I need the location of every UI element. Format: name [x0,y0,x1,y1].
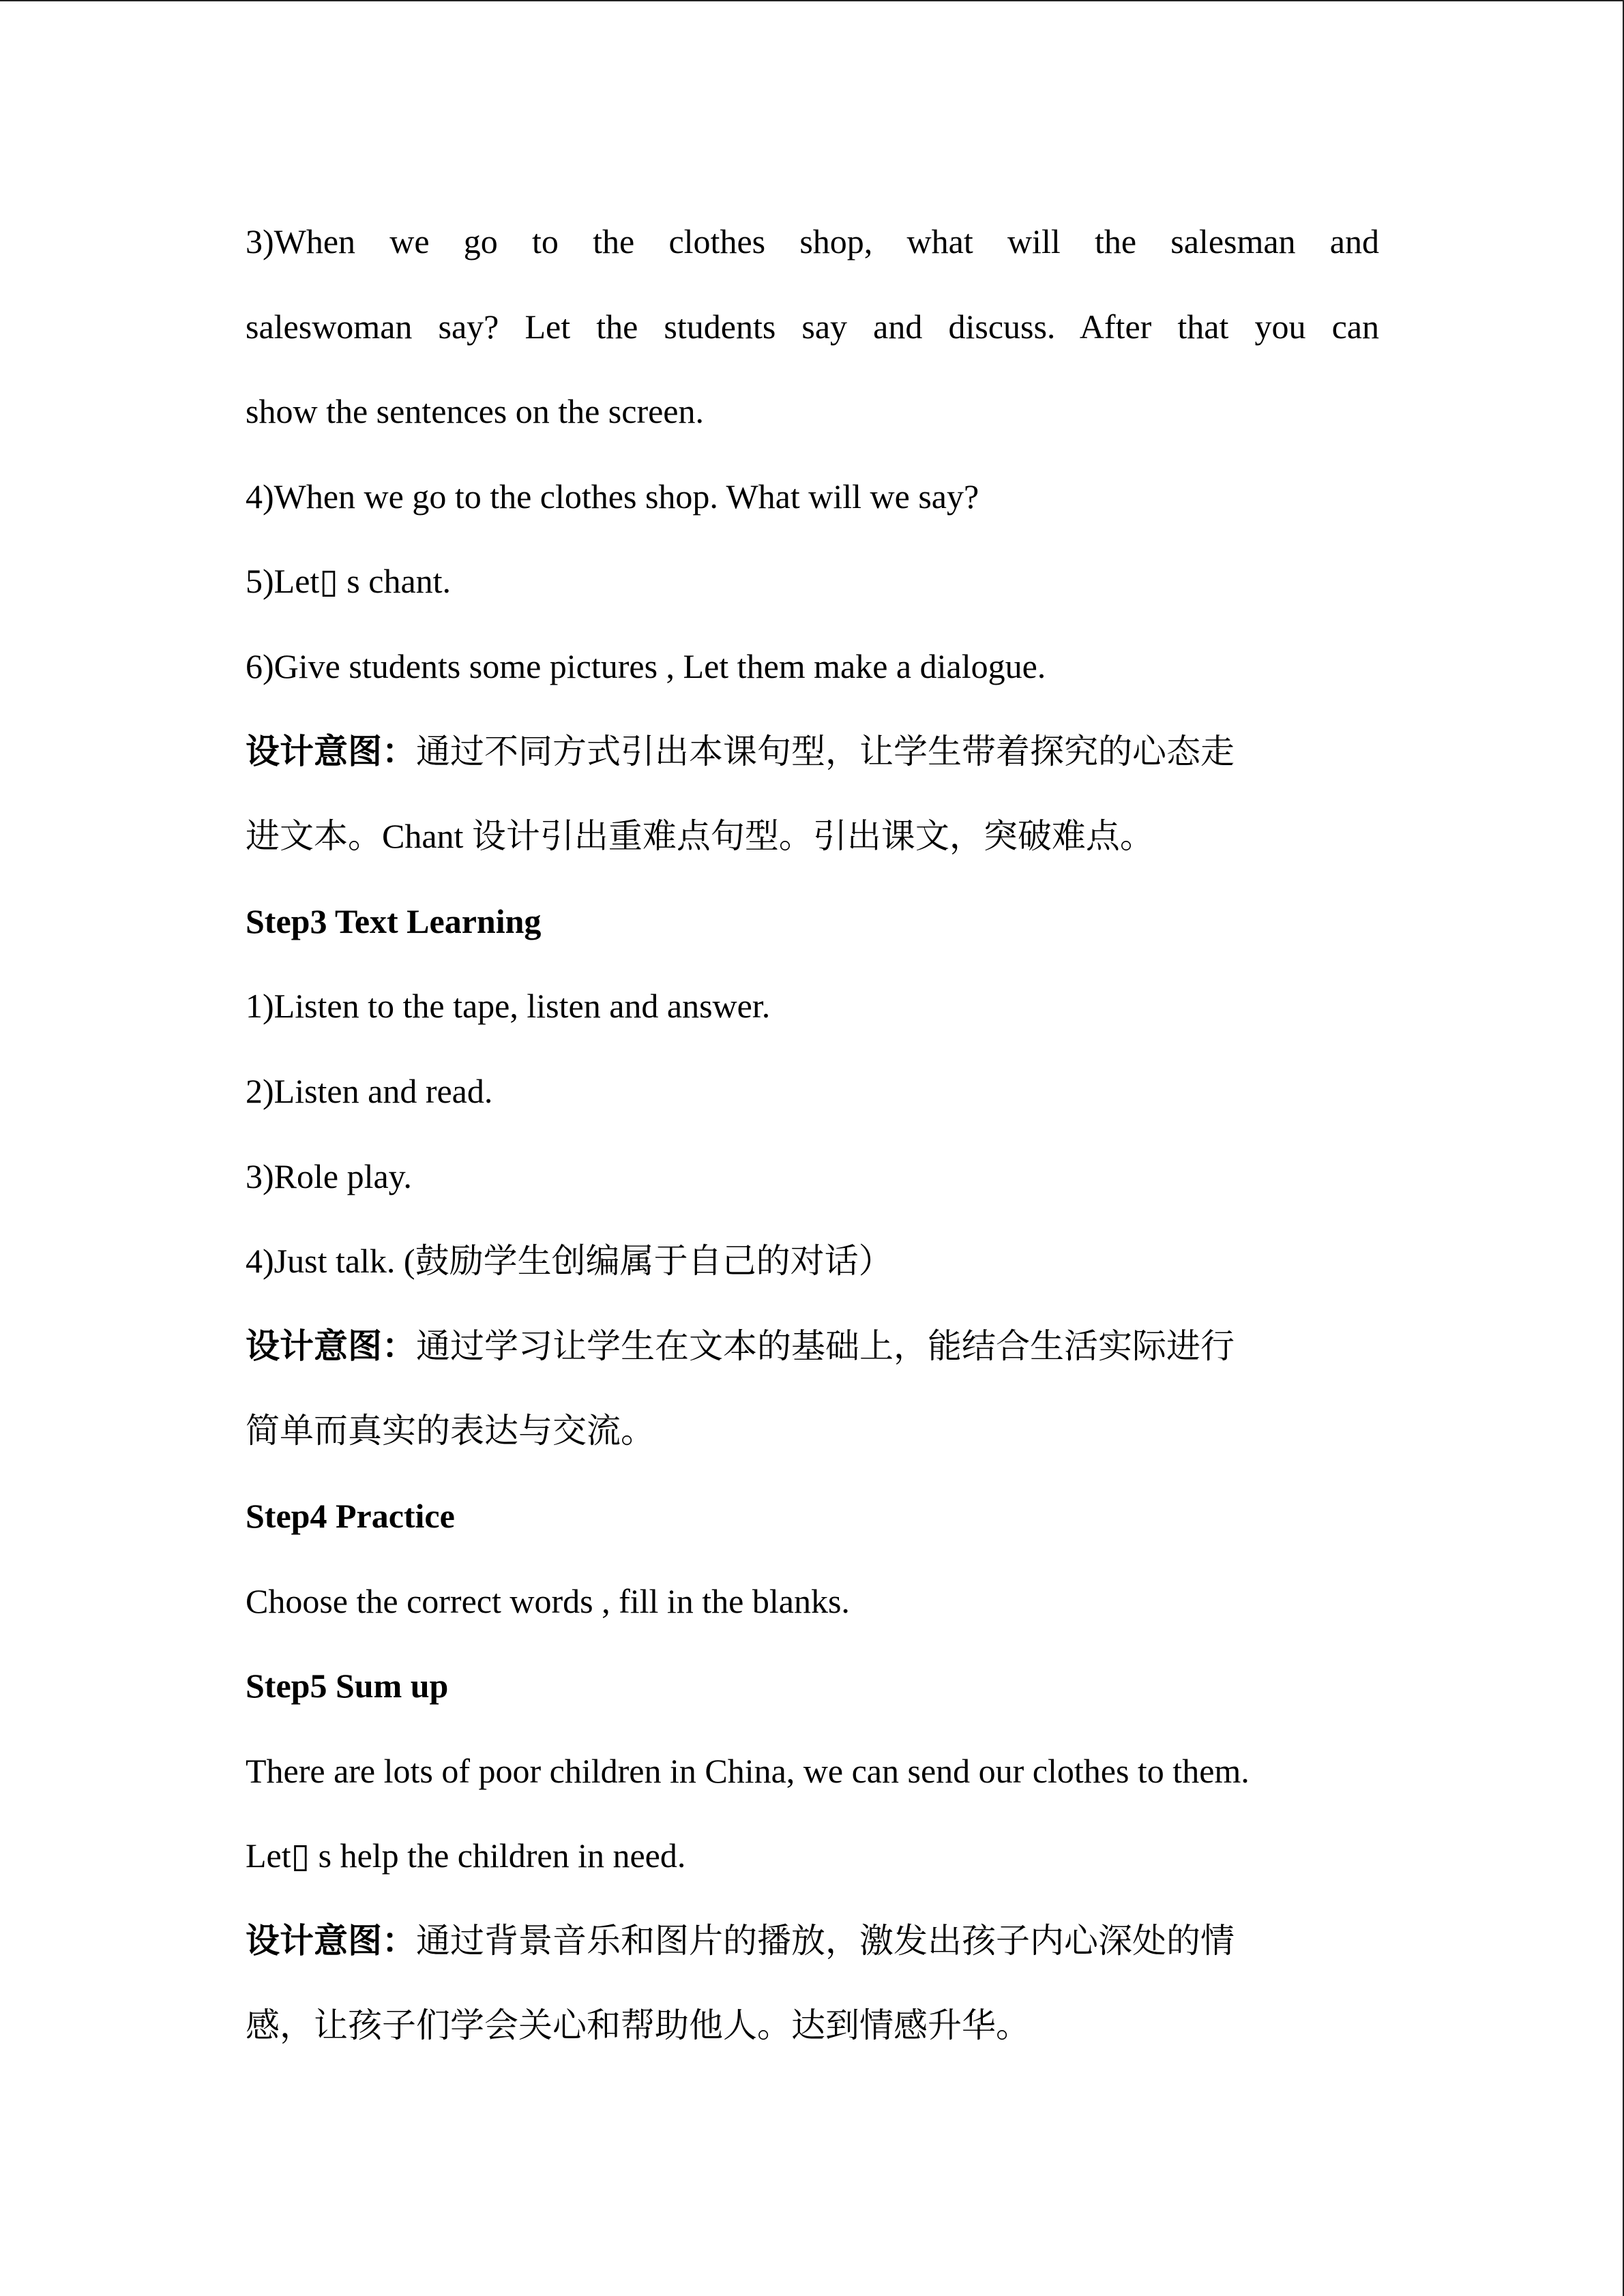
text-line: 进文本。Chant 设计引出重难点句型。引出课文，突破难点。 [246,817,1154,856]
text-line: 感，让孩子们学会关心和帮助他人。达到情感升华。 [246,2006,1030,2045]
text-line: 5)Let▯ s chant. [246,562,452,601]
design-intent-label: 设计意图： [246,1326,416,1365]
text-line: 2)Listen and read. [246,1071,493,1110]
section-heading: Step4 Practice [246,1496,455,1535]
text-line: Choose the correct words , fill in the blanks. [246,1581,850,1620]
design-intent-text: 通过不同方式引出本课句型，让学生带着探究的心态走 [416,732,1235,771]
text-line: 4)Just talk. (鼓励学生创编属于自己的对话） [246,1242,893,1281]
section-heading: Step5 Sum up [246,1667,449,1705]
text-line: 简单而真实的表达与交流。 [246,1412,655,1450]
design-intent-label: 设计意图： [246,732,416,771]
text-line: 1)Listen to the tape, listen and answer. [246,987,771,1026]
text-line: Let▯ s help the children in need. [246,1836,686,1875]
text-line: show the sentences on the screen. [246,392,704,431]
text-line: 4)When we go to the clothes shop. What will we say? [246,477,979,516]
text-line: 3)When we go to the clothes shop, what will the salesman and [246,222,1379,260]
text-line: saleswoman say? Let the students say and discuss. After that you can [246,307,1379,346]
text-line: There are lots of poor children in China, we can send our clothes to them. [246,1751,1250,1790]
text-line: 3)Role play. [246,1157,412,1195]
design-intent-text: 通过背景音乐和图片的播放，激发出孩子内心深处的情 [416,1921,1235,1960]
design-intent-text: 通过学习让学生在文本的基础上，能结合生活实际进行 [416,1326,1235,1365]
text-line: 6)Give students some pictures , Let them make a dialogue. [246,646,1046,685]
design-intent-paragraph [246,724,1379,809]
section-heading: Step3 Text Learning [246,901,542,940]
design-intent-label: 设计意图： [246,1921,416,1960]
design-intent-paragraph [246,1319,1379,1404]
document-body [246,214,1379,2083]
design-intent-paragraph [246,1913,1379,1999]
